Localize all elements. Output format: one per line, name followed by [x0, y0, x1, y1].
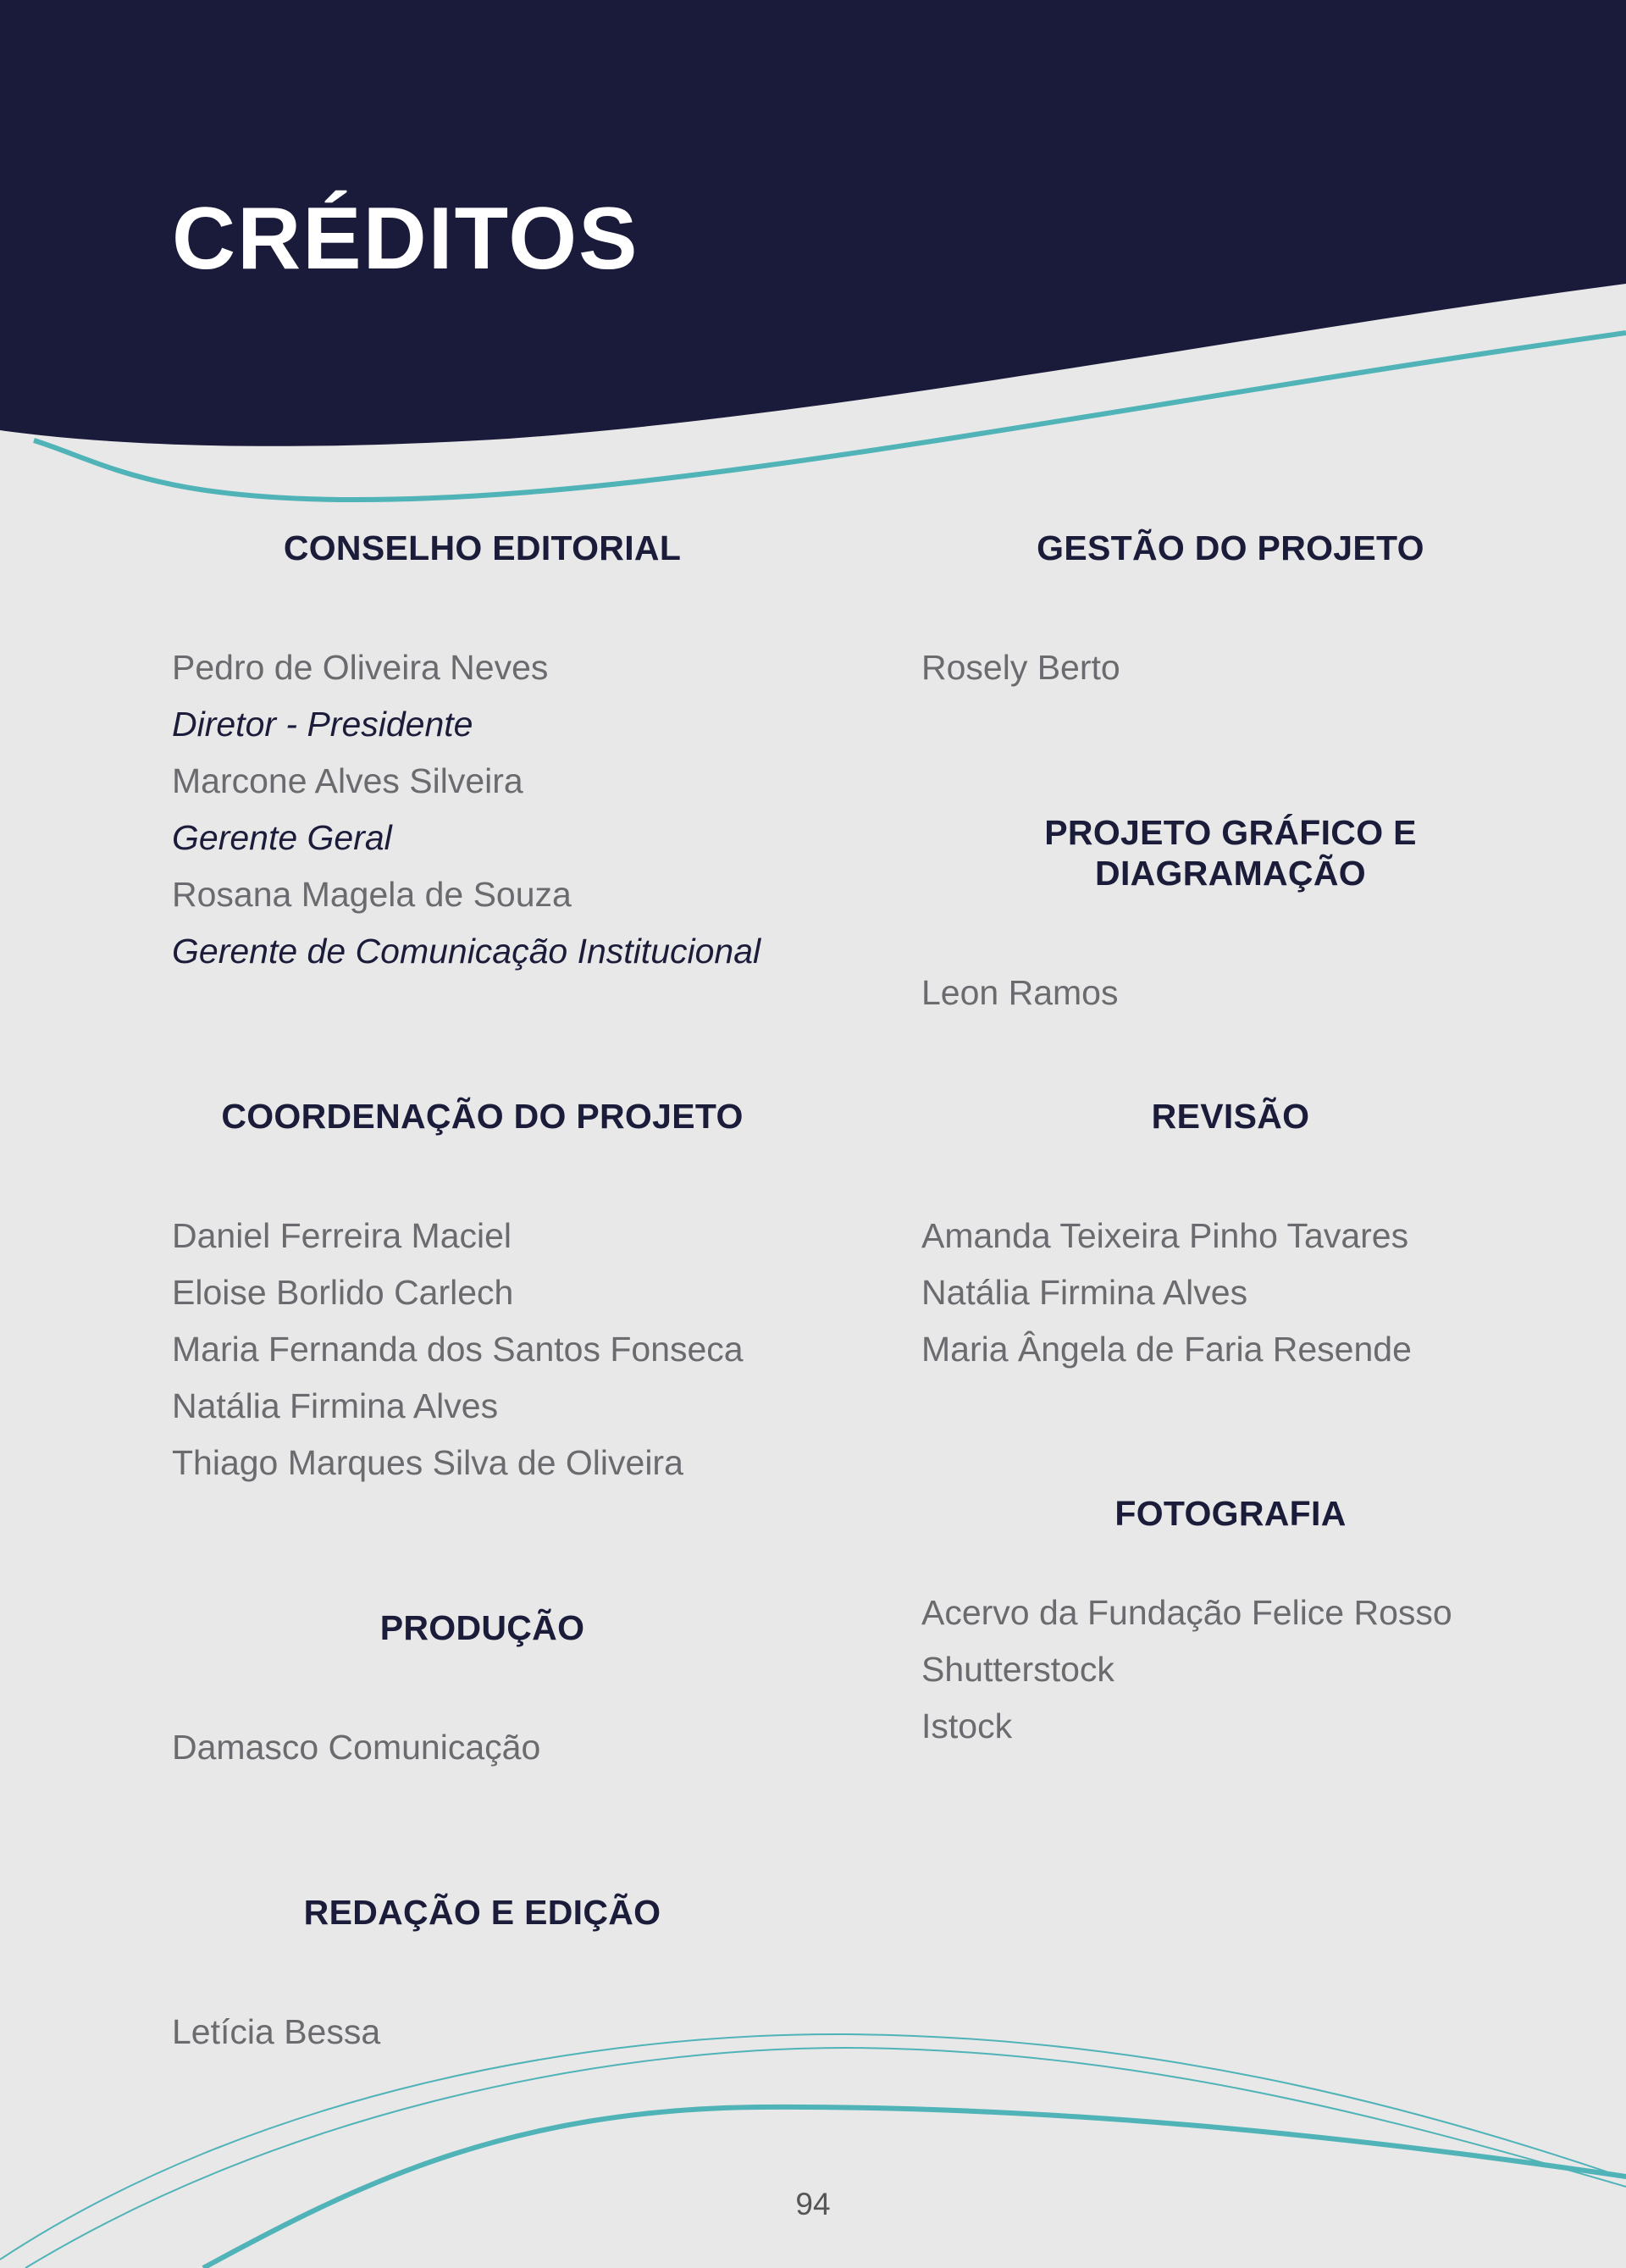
entry-name: Damasco Comunicação — [172, 1728, 541, 1767]
entry-name: Marcone Alves Silveira — [172, 761, 523, 800]
entry-name: Eloise Borlido Carlech — [172, 1273, 514, 1312]
section-producao — [172, 1607, 816, 1776]
entry-role: Gerente Geral — [172, 818, 392, 857]
entry-list — [921, 1208, 1565, 1378]
section-gestao-projeto — [921, 528, 1565, 696]
footer-waves — [0, 1990, 1626, 2268]
entry-name: Amanda Teixeira Pinho Tavares — [921, 1216, 1409, 1255]
section-heading: COORDENAÇÃO DO PROJETO — [221, 1097, 744, 1136]
section-heading: GESTÃO DO PROJETO — [1037, 528, 1424, 567]
entry-name: Shutterstock — [921, 1650, 1114, 1689]
page-number: 94 — [795, 2187, 831, 2221]
section-heading: CONSELHO EDITORIAL — [283, 528, 682, 567]
entry-name: Istock — [921, 1707, 1013, 1745]
entry-list — [921, 1585, 1565, 1755]
entry-list — [172, 639, 816, 980]
section-projeto-grafico — [921, 812, 1565, 1021]
entry-name: Maria Fernanda dos Santos Fonseca — [172, 1330, 744, 1369]
entry-role: Diretor - Presidente — [172, 705, 473, 744]
section-fotografia — [921, 1493, 1565, 1755]
section-conselho-editorial — [172, 528, 816, 980]
entry-name: Rosana Magela de Souza — [172, 875, 572, 914]
entry-name: Maria Ângela de Faria Resende — [921, 1330, 1412, 1369]
section-heading: FOTOGRAFIA — [1114, 1494, 1347, 1533]
entry-list — [172, 1208, 816, 1491]
entry-name: Rosely Berto — [921, 648, 1120, 687]
entry-list — [921, 965, 1565, 1021]
section-heading: PROJETO GRÁFICO E DIAGRAMAÇÃO — [1044, 813, 1417, 893]
entry-name: Letícia Bessa — [172, 2012, 381, 2051]
section-heading: PRODUÇÃO — [379, 1608, 585, 1647]
entry-role: Gerente de Comunicação Institucional — [172, 932, 761, 971]
entry-name: Natália Firmina Alves — [172, 1386, 499, 1425]
entry-list — [921, 639, 1565, 696]
entry-name: Pedro de Oliveira Neves — [172, 648, 549, 687]
entry-name: Natália Firmina Alves — [921, 1273, 1248, 1312]
section-coordenacao-projeto — [172, 1096, 816, 1491]
entry-name: Acervo da Fundação Felice Rosso — [921, 1593, 1452, 1632]
entry-name: Leon Ramos — [921, 973, 1119, 1012]
entry-name: Daniel Ferreira Maciel — [172, 1216, 512, 1255]
page-title: CRÉDITOS — [172, 190, 639, 288]
section-heading: REDAÇÃO E EDIÇÃO — [303, 1893, 661, 1932]
section-heading: REVISÃO — [1151, 1097, 1310, 1136]
entry-name: Thiago Marques Silva de Oliveira — [172, 1443, 683, 1482]
section-revisao — [921, 1096, 1565, 1378]
entry-list — [172, 1719, 816, 1776]
